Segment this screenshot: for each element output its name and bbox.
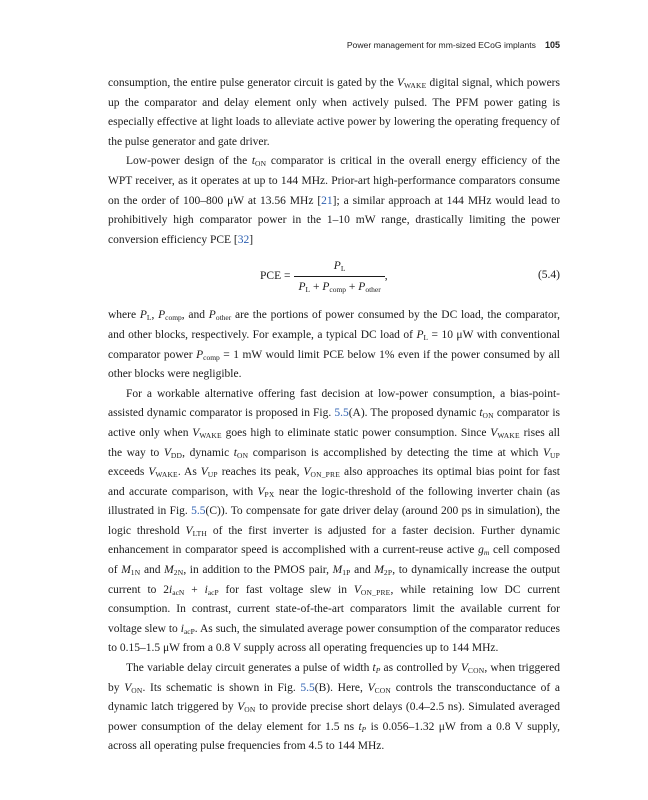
running-head	[108, 40, 560, 50]
page-body	[108, 74, 560, 757]
figure-link[interactable]: 5.5	[334, 407, 349, 420]
page-number: 105	[544, 40, 560, 50]
paragraph-1: consumption, the entire pulse generator circuit is gated by the $V_{WAKE}$ digital signal, which powers up the comparator and delay element only when actively pulsed. The PFM power gating is especially effective at light loads to alleviate active power by lowering the operating frequency of the pulse generator and gate driver.	[108, 77, 560, 148]
paragraph-2: Low-power design of the $t_{ON}$ comparator is critical in the overall energy efficiency of the WPT receiver, as it operates at up to 144 MHz. Prior-art high-performance comparators consume on the order of 100–800 μW at 13.56 MHz [21]; a similar approach at 144 MHz would lead to prohibitively high comparator power in the 1–10 mW range, drastically limiting the power conversion efficiency PCE [32]	[108, 155, 560, 246]
figure-link[interactable]: 5.5	[191, 505, 206, 518]
figure-link[interactable]: 5.5	[300, 681, 315, 694]
equation-fraction: $\frac{P_L}{P_L + P_{comp} + P_{other}}$	[294, 257, 384, 296]
running-head-title: Power management for mm-sized ECoG implants	[346, 40, 536, 50]
paragraph-3: where $P_L$, $P_{comp}$, and $P_{other}$ are the portions of power consumed by the DC load, the comparator, and other blocks, respectively. For example, a typical DC load of $P_L = 10$ μW with conventional comparator power $P_{comp} = 1$ mW would limit PCE below 1% even if the power consumed by all other blocks were negligible.	[108, 309, 561, 381]
paragraph-5: The variable delay circuit generates a pulse of width $t_P$ as controlled by $V_{CON}$, when triggered by $V_{ON}$. Its schematic is shown in Fig. 5.5(B). Here, $V_{CON}$ controls the transconductance of a dynamic latch triggered by $V_{ON}$ to provide precise short delays (0.4–2.5 ns). Simulated averaged power consumption of the delay element for 1.5 ns $t_P$ is 0.056–1.32 μW from a 0.8 V supply, across all operating pulse frequencies from 4.5 to 144 MHz.	[108, 662, 561, 753]
equation-lhs: PCE =	[260, 269, 291, 282]
paragraph-4: For a workable alternative offering fast decision at low-power consumption, a bias-point-assisted dynamic comparator is proposed in Fig. 5.5(A). The proposed dynamic $t_{ON}$ comparator is active only when $V_{WAKE}$ goes high to eliminate static power consumption. Since $V_{WAKE}$ rises all the way to $V_{DD}$, dynamic $t_{ON}$ comparison is accomplished by detecting the time at which $V_{UP}$ exceeds $V_{WAKE}$. As $V_{UP}$ reaches its peak, $V_{ON\_PRE}$ also approaches its optimal bias point for fast and accurate comparison, with $V_{PX}$ near the logic-threshold of the following inverter chain (as illustrated in Fig. 5.5(C)). To compensate for gate driver delay (around 200 ps in simulation), the logic threshold $V_{LTH}$ of the first inverter is adjusted for a faster decision. Further dynamic enhancement in comparator speed is accomplished with a current-reuse active $g_m$ cell composed of $M_{1N}$ and $M_{2N}$, in addition to the PMOS pair, $M_{1P}$ and $M_{2P}$, to dynamically increase the output current to $2i_{acN} + i_{acP}$ for fast voltage slew in $V_{ON\_PRE}$, while retaining low DC current consumption. In contrast, current state-of-the-art comparators limit the available current for voltage slew to $i_{acP}$. As such, the simulated average power consumption of the comparator reduces to 0.15–1.5 μW from a 0.8 V supply across all operating frequencies up to 144 MHz.	[108, 387, 561, 655]
equation-5-4: PCE = $\frac{P_L}{P_L + P_{comp} + P_{other}}$ , (5.4)	[108, 252, 560, 300]
citation-link[interactable]: 32	[237, 233, 250, 246]
equation-number: (5.4)	[537, 269, 560, 282]
citation-link[interactable]: 21	[321, 194, 333, 207]
